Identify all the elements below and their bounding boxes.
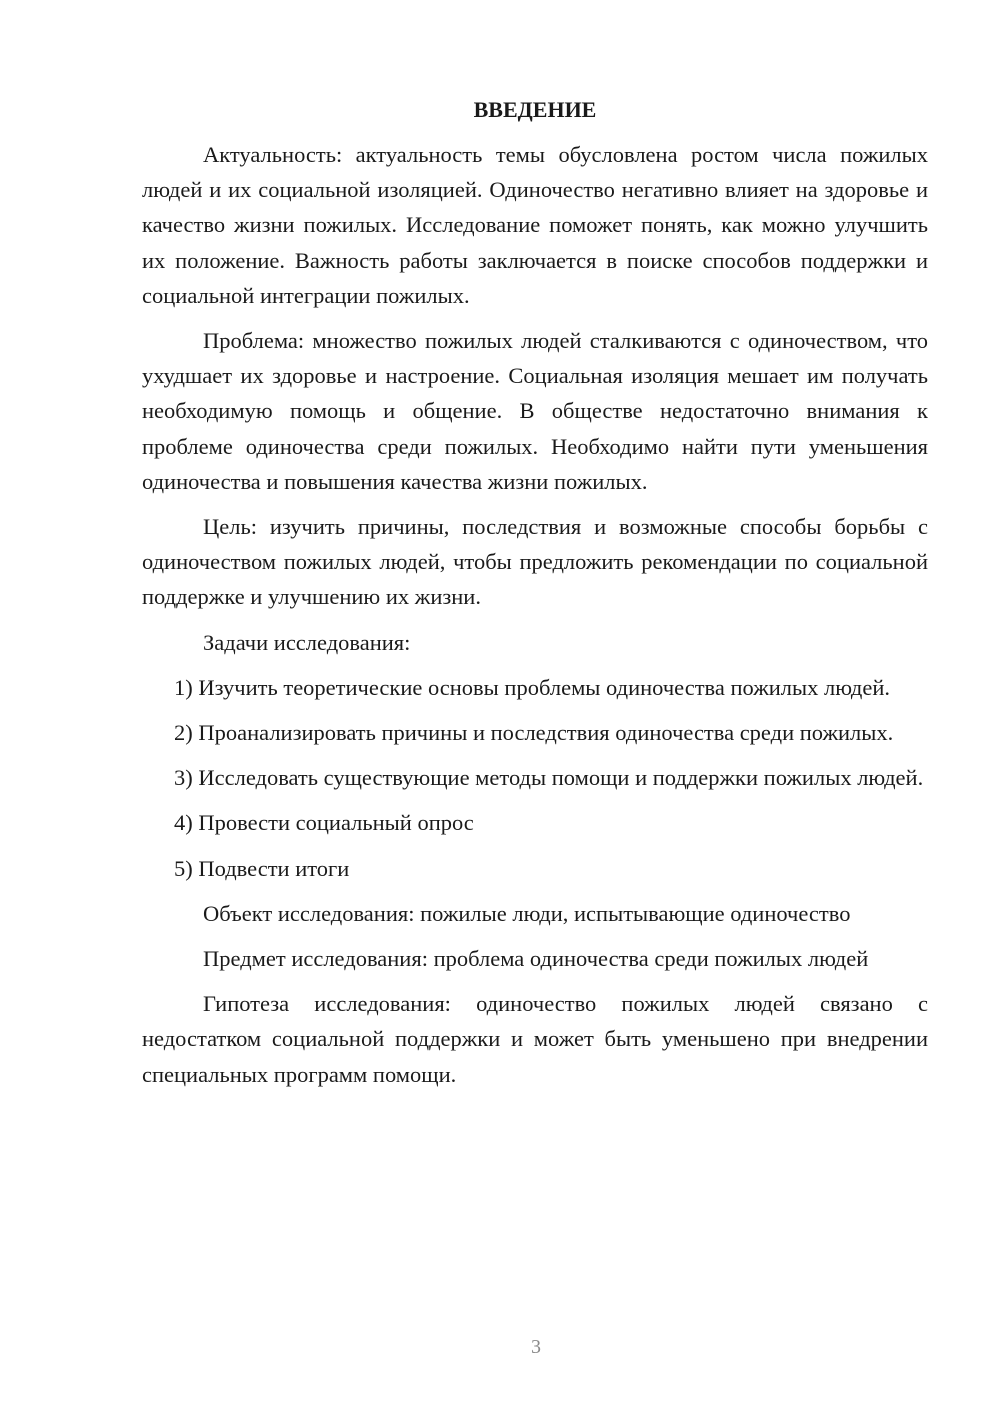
task-item-3: 3) Исследовать существующие методы помощи и поддержки пожилых людей.: [174, 765, 924, 791]
tasks-heading: Задачи исследования:: [203, 629, 411, 655]
research-hypothesis: Гипотеза исследования: одиночество пожилых людей связано с недостатком социальной поддержки и может быть уменьшено при внедрении специальных программ помощи.: [142, 991, 928, 1087]
problem-paragraph: Проблема: множество пожилых людей сталкиваются с одиночеством, что ухудшает их здоровье и настроение. Социальная изоляция мешает им получать необходимую помощь и общение. В обществе недостаточно внимания к проблеме одиночества среди пожилых. Необходимо найти пути уменьшения одиночества и повышения качества жизни пожилых.: [142, 328, 928, 494]
page-content: [142, 92, 928, 1102]
task-item-2: 2) Проанализировать причины и последствия одиночества среди пожилых.: [174, 720, 894, 746]
page-number: 3: [531, 1336, 541, 1358]
goal-paragraph: Цель: изучить причины, последствия и возможные способы борьбы с одиночеством пожилых людей, чтобы предложить рекомендации по социальной поддержке и улучшению их жизни.: [142, 514, 928, 610]
task-item-1: 1) Изучить теоретические основы проблемы одиночества пожилых людей.: [174, 674, 891, 700]
task-item-4: 4) Провести социальный опрос: [174, 810, 474, 836]
task-item-5: 5) Подвести итоги: [174, 855, 350, 881]
research-subject: Предмет исследования: проблема одиночества среди пожилых людей: [203, 946, 869, 972]
research-object: Объект исследования: пожилые люди, испытывающие одиночество: [203, 900, 851, 926]
section-title: ВВЕДЕНИЕ: [473, 97, 597, 122]
relevance-paragraph: Актуальность: актуальность темы обусловлена ростом числа пожилых людей и их социальной изоляцией. Одиночество негативно влияет на здоровье и качество жизни пожилых. Исследование поможет понять, как можно улучшить их положение. Важность работы заключается в поиске способов поддержки и социальной интеграции пожилых.: [142, 142, 928, 308]
